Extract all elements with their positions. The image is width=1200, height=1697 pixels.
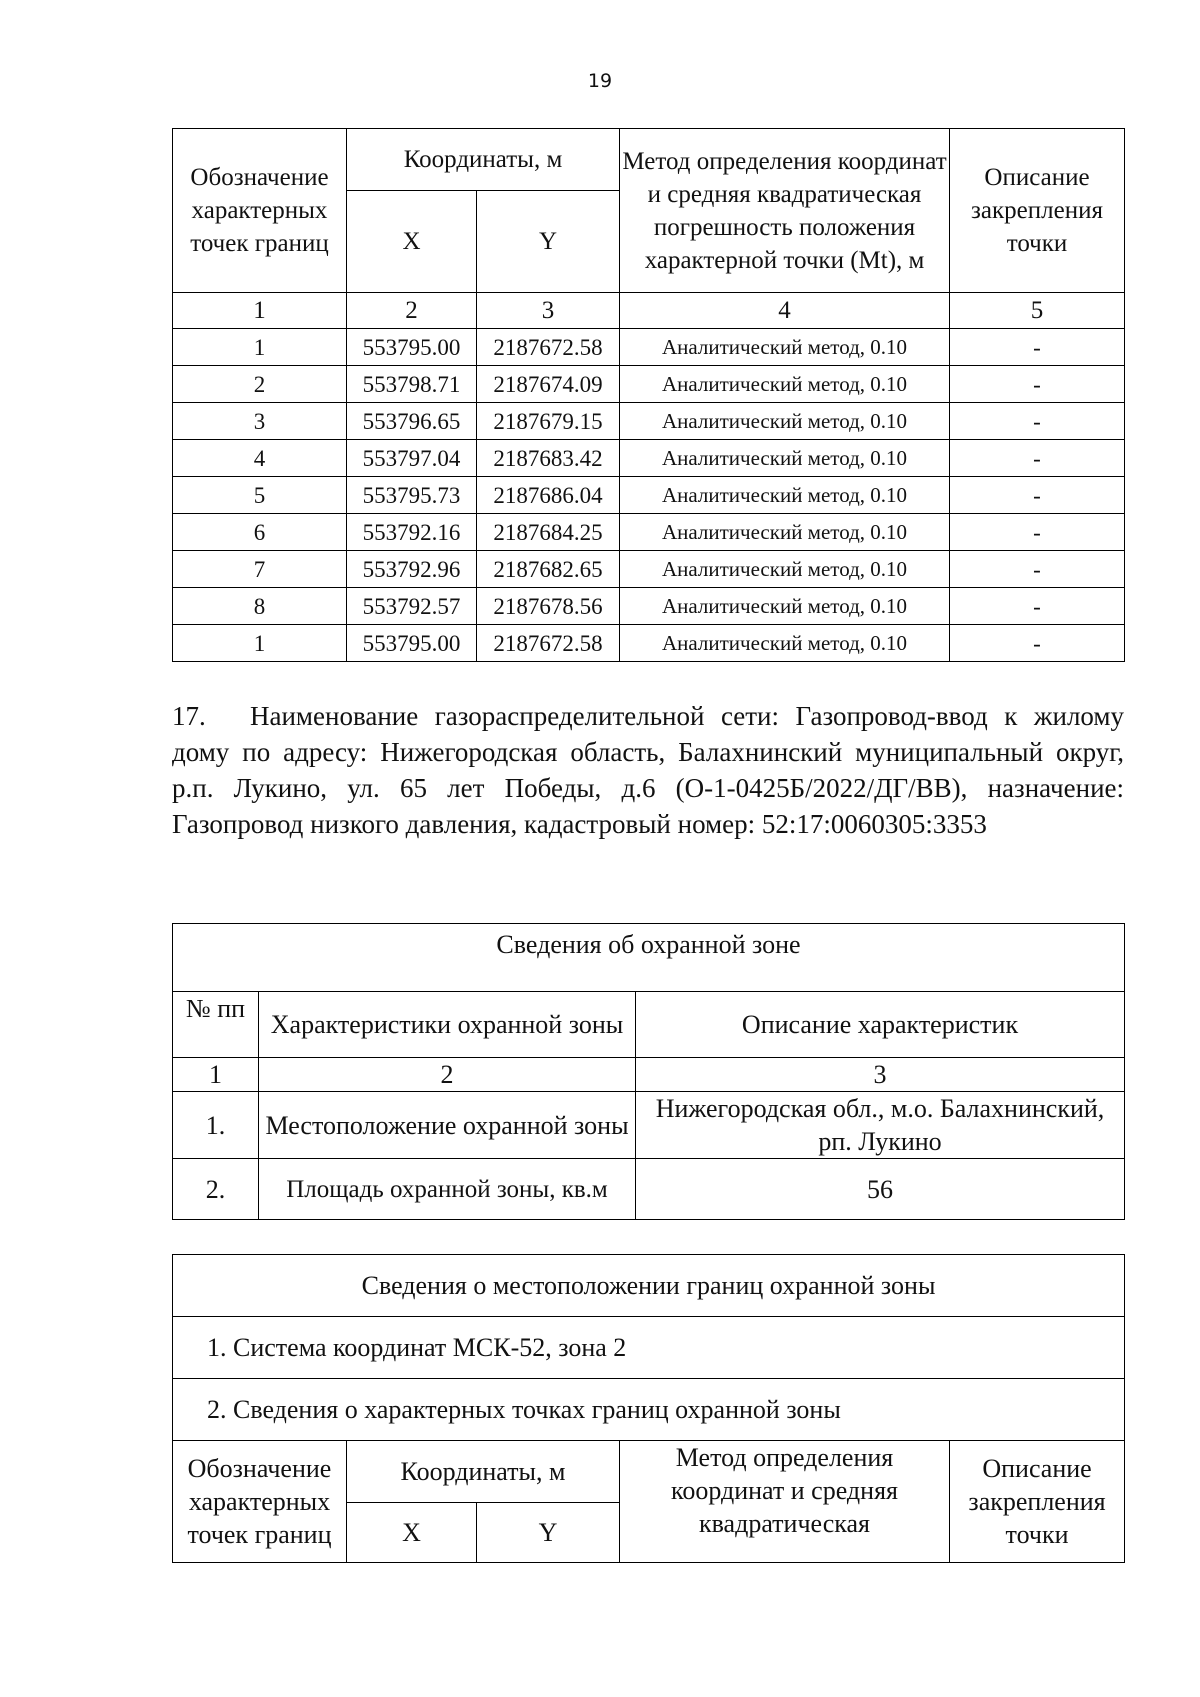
method-value: Аналитический метод, 0.10	[620, 366, 950, 403]
y-value: 2187678.56	[477, 588, 620, 625]
method-value: Аналитический метод, 0.10	[620, 403, 950, 440]
zone-location-table	[172, 1254, 1125, 1563]
x-value: 553792.16	[347, 514, 477, 551]
description-value: -	[950, 551, 1125, 588]
description-value: -	[950, 329, 1125, 366]
y-value: 2187674.09	[477, 366, 620, 403]
coordinate-system: 1. Система координат МСК-52, зона 2	[173, 1317, 1125, 1379]
x-value: 553797.04	[347, 440, 477, 477]
table-row	[173, 329, 1125, 366]
description-value: -	[950, 477, 1125, 514]
y-value: 2187684.25	[477, 514, 620, 551]
description-value: -	[950, 403, 1125, 440]
header-method: Метод определения координат и средняя квадратическая	[620, 1441, 950, 1563]
table-row	[173, 440, 1125, 477]
zone-table-title: Сведения об охранной зоне	[173, 924, 1125, 992]
header-description: Описание закрепления точки	[950, 129, 1125, 293]
page-number: 19	[587, 70, 613, 92]
index-cell: 2	[347, 293, 477, 329]
header-designation: Обозначение характерных точек границ	[173, 129, 347, 293]
table-index-row	[173, 293, 1125, 329]
x-value: 553796.65	[347, 403, 477, 440]
index-cell: 5	[950, 293, 1125, 329]
coordinates-table	[172, 128, 1125, 662]
point-number: 3	[173, 403, 347, 440]
header-description: Описание закрепления точки	[950, 1441, 1125, 1563]
x-value: 553798.71	[347, 366, 477, 403]
point-number: 4	[173, 440, 347, 477]
table-row	[173, 403, 1125, 440]
description-value: -	[950, 514, 1125, 551]
header-coordinates: Координаты, м	[347, 1441, 620, 1503]
points-info-heading: 2. Сведения о характерных точках границ охранной зоны	[173, 1379, 1125, 1441]
point-number: 1	[173, 329, 347, 366]
header-description: Описание характеристик	[636, 992, 1125, 1058]
y-value: 2187679.15	[477, 403, 620, 440]
y-value: 2187686.04	[477, 477, 620, 514]
y-value: 2187672.58	[477, 329, 620, 366]
point-number: 6	[173, 514, 347, 551]
row-description: Нижегородская обл., м.о. Балахнинский, рп. Лукино	[636, 1092, 1125, 1159]
header-coordinates: Координаты, м	[347, 129, 620, 191]
x-value: 553795.00	[347, 625, 477, 662]
header-y: Y	[477, 1503, 620, 1563]
section-17-paragraph	[172, 698, 1124, 842]
section-text: Наименование газораспределительной сети: Газопровод-ввод к жилому дому по адресу: Нижегородская область, Балахнинский муниципальный округ, р.п. Лукино, ул. 65 лет Победы, д.6 (О-1-0425Б/2022/ДГ/ВВ), назначение: Газопровод низкого давления, кадастровый номер: 52:17:0060305:3353	[172, 701, 1124, 839]
point-number: 2	[173, 366, 347, 403]
row-characteristic: Площадь охранной зоны, кв.м	[259, 1159, 636, 1220]
x-value: 553795.73	[347, 477, 477, 514]
index-cell: 3	[477, 293, 620, 329]
row-number: 2.	[173, 1159, 259, 1220]
header-y: Y	[477, 191, 620, 293]
description-value: -	[950, 440, 1125, 477]
index-cell: 1	[173, 1058, 259, 1092]
table-row	[173, 514, 1125, 551]
row-description: 56	[636, 1159, 1125, 1220]
y-value: 2187683.42	[477, 440, 620, 477]
index-cell: 2	[259, 1058, 636, 1092]
index-cell: 1	[173, 293, 347, 329]
header-number: № пп	[173, 992, 259, 1058]
point-number: 1	[173, 625, 347, 662]
description-value: -	[950, 366, 1125, 403]
x-value: 553792.57	[347, 588, 477, 625]
table-row	[173, 551, 1125, 588]
header-x: X	[347, 191, 477, 293]
table-row	[173, 588, 1125, 625]
x-value: 553795.00	[347, 329, 477, 366]
point-number: 5	[173, 477, 347, 514]
y-value: 2187672.58	[477, 625, 620, 662]
table-index-row	[173, 1058, 1125, 1092]
header-designation: Обозначение характерных точек границ	[173, 1441, 347, 1563]
index-cell: 3	[636, 1058, 1125, 1092]
table-row	[173, 1159, 1125, 1220]
x-value: 553792.96	[347, 551, 477, 588]
index-cell: 4	[620, 293, 950, 329]
table-row	[173, 625, 1125, 662]
method-value: Аналитический метод, 0.10	[620, 514, 950, 551]
header-characteristics: Характеристики охранной зоны	[259, 992, 636, 1058]
point-number: 7	[173, 551, 347, 588]
protection-zone-table	[172, 923, 1125, 1220]
table-row	[173, 477, 1125, 514]
section-number: 17.	[172, 701, 206, 731]
description-value: -	[950, 625, 1125, 662]
method-value: Аналитический метод, 0.10	[620, 551, 950, 588]
row-number: 1.	[173, 1092, 259, 1159]
table-row	[173, 366, 1125, 403]
y-value: 2187682.65	[477, 551, 620, 588]
point-number: 8	[173, 588, 347, 625]
row-characteristic: Местоположение охранной зоны	[259, 1092, 636, 1159]
header-method: Метод определения координат и средняя квадратическая погрешность положения характерной точки (Mt), м	[620, 129, 950, 293]
method-value: Аналитический метод, 0.10	[620, 440, 950, 477]
header-x: X	[347, 1503, 477, 1563]
description-value: -	[950, 588, 1125, 625]
method-value: Аналитический метод, 0.10	[620, 625, 950, 662]
table-row	[173, 1092, 1125, 1159]
method-value: Аналитический метод, 0.10	[620, 329, 950, 366]
location-table-title: Сведения о местоположении границ охранной зоны	[173, 1255, 1125, 1317]
method-value: Аналитический метод, 0.10	[620, 477, 950, 514]
method-value: Аналитический метод, 0.10	[620, 588, 950, 625]
